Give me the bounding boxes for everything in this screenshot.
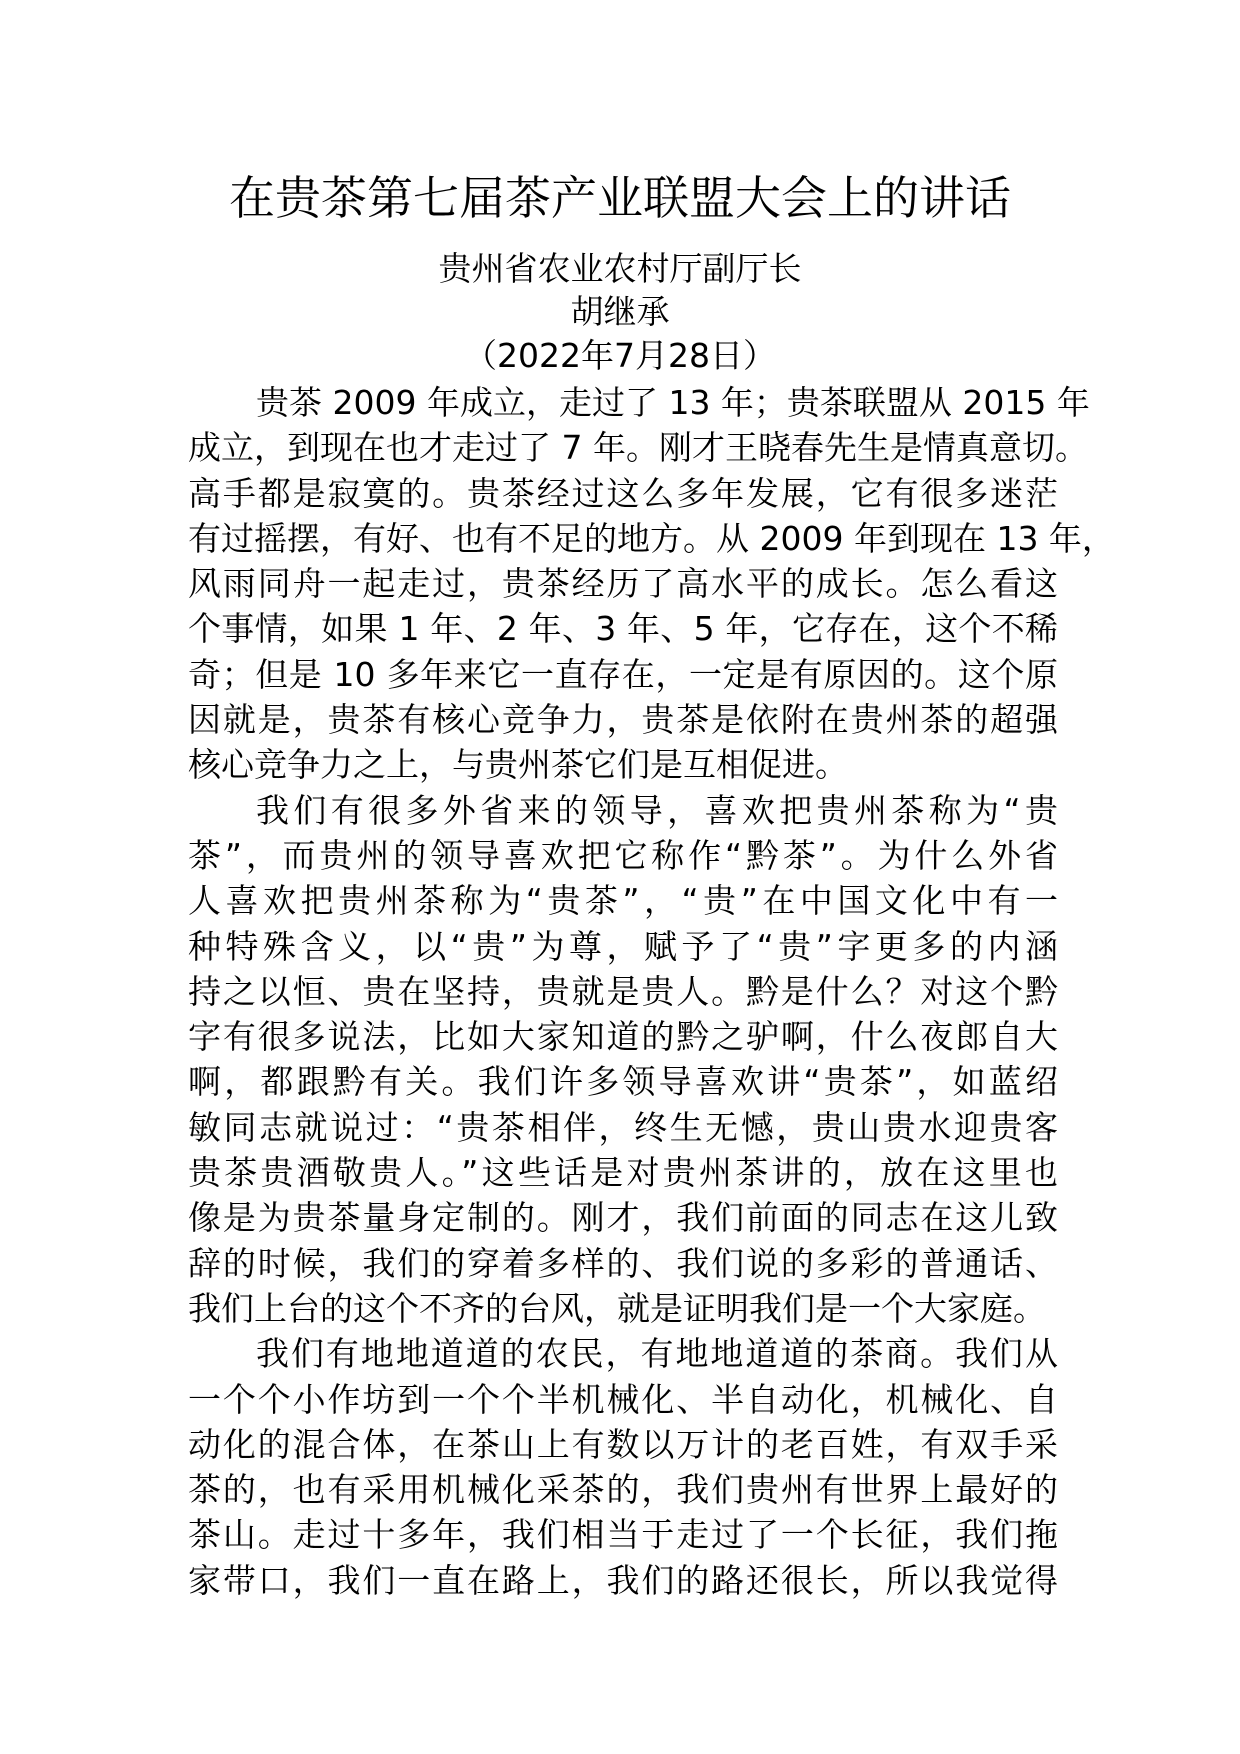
paragraph-line: 茶”，而贵州的领导喜欢把它称作“黔茶”。为什么外省 (188, 835, 1058, 875)
paragraph-line: 种特殊含义，以“贵”为尊，赋予了“贵”字更多的内涵 (188, 926, 1058, 966)
paragraph-line: 家带口，我们一直在路上，我们的路还很长，所以我觉得 (188, 1560, 1058, 1600)
paragraph-line: 风雨同舟一起走过，贵茶经历了高水平的成长。怎么看这 (188, 564, 1058, 604)
paragraph-line: 持之以恒、贵在坚持，贵就是贵人。黔是什么？对这个黔 (188, 971, 1058, 1011)
paragraph-line: 像是为贵茶量身定制的。刚才，我们前面的同志在这儿致 (188, 1198, 1058, 1238)
paragraph-line: 贵茶贵酒敬贵人。”这些话是对贵州茶讲的，放在这里也 (188, 1153, 1058, 1193)
speech-body (188, 380, 1115, 1603)
paragraph-line: 有过摇摆，有好、也有不足的地方。从 2009 年到现在 13 年， (188, 518, 1115, 558)
paragraph-3 (188, 1331, 1058, 1603)
paragraph-line: 高手都是寂寞的。贵茶经过这么多年发展，它有很多迷茫 (188, 473, 1058, 513)
paragraph-line: 一个个小作坊到一个个半机械化、半自动化，机械化、自 (188, 1379, 1058, 1419)
paragraph-line: 茶的，也有采用机械化采茶的，我们贵州有世界上最好的 (188, 1470, 1058, 1510)
paragraph-line: 因就是，贵茶有核心竞争力，贵茶是依附在贵州茶的超强 (188, 700, 1058, 740)
paragraph-line: 我们有地地道道的农民，有地地道道的茶商。我们从 (256, 1334, 1058, 1374)
paragraph-2 (188, 788, 1058, 1332)
paragraph-line: 人喜欢把贵州茶称为“贵茶”，“贵”在中国文化中有一 (188, 881, 1058, 921)
paragraph-line: 茶山。走过十多年，我们相当于走过了一个长征，我们拖 (188, 1515, 1058, 1555)
paragraph-line: 敏同志就说过：“贵茶相伴，终生无憾，贵山贵水迎贵客 (188, 1107, 1058, 1147)
paragraph-line: 我们上台的这个不齐的台风，就是证明我们是一个大家庭。 (188, 1288, 1046, 1328)
author-position: 贵州省农业农村厅副厅长 (438, 249, 802, 288)
paragraph-line: 奇；但是 10 多年来它一直存在，一定是有原因的。这个原 (188, 654, 1058, 694)
paragraph-line: 字有很多说法，比如大家知道的黔之驴啊，什么夜郎自大 (188, 1017, 1058, 1057)
paragraph-line: 核心竞争力之上，与贵州茶它们是互相促进。 (188, 745, 848, 785)
paragraph-1 (188, 380, 1115, 788)
paragraph-line: 动化的混合体，在茶山上有数以万计的老百姓，有双手采 (188, 1424, 1058, 1464)
paragraph-line: 个事情，如果 1 年、2 年、3 年、5 年，它存在，这个不稀 (188, 609, 1058, 649)
paragraph-line: 辞的时候，我们的穿着多样的、我们说的多彩的普通话、 (188, 1243, 1058, 1283)
paragraph-line: 我们有很多外省来的领导，喜欢把贵州茶称为“贵 (256, 790, 1058, 830)
author-name: 胡继承 (570, 292, 670, 331)
speech-title: 在贵茶第七届茶产业联盟大会上的讲话 (229, 171, 1011, 225)
paragraph-line: 贵茶 2009 年成立，走过了 13 年；贵茶联盟从 2015 年 (256, 383, 1090, 422)
paragraph-line: 啊，都跟黔有关。我们许多领导喜欢讲“贵茶”，如蓝绍 (188, 1062, 1058, 1102)
paragraph-line: 成立，到现在也才走过了 7 年。刚才王晓春先生是情真意切。 (188, 428, 1088, 468)
speech-date: （2022年7月28日） (464, 336, 776, 375)
